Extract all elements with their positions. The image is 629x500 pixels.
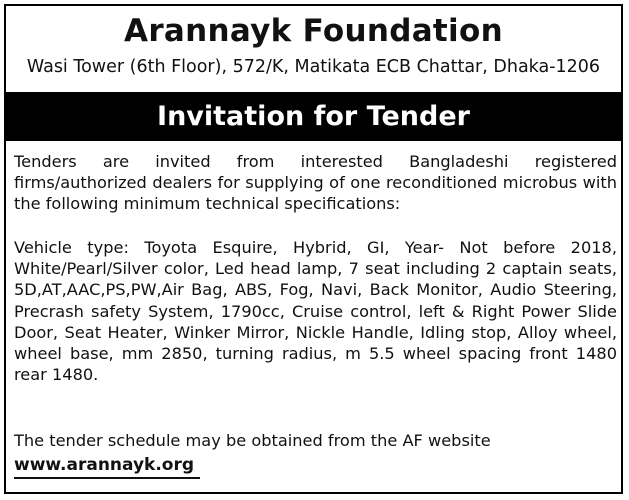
notice-title-banner: Invitation for Tender bbox=[6, 92, 621, 141]
organization-address: Wasi Tower (6th Floor), 572/K, Matikata ECB Chattar, Dhaka-1206 bbox=[26, 57, 601, 77]
tender-schedule-paragraph: The tender schedule may be obtained from the AF website bbox=[14, 431, 491, 450]
organization-name: Arannayk Foundation bbox=[124, 13, 503, 49]
vehicle-specifications-paragraph: Vehicle type: Toyota Esquire, Hybrid, GI, Year- Not before 2018, White/Pearl/Silver color, Led head lamp, 7 seat including 2 captain seats, 5D,AT,AAC,PS,PW,Air Bag, ABS, Fog, Navi, Back Monitor, Audio Steering, Precrash safety System, 1790cc, Cruise control, left & Right Power Slide Door, Seat Heater, Winker Mirror, Nickle Handle, Idling stop, Alloy wheel, wheel base, mm 2850, turning radius, m 5.5 wheel spacing front 1480 rear 1480. bbox=[14, 238, 617, 385]
website-link[interactable]: www.arannayk.org bbox=[14, 454, 200, 479]
tender-notice bbox=[4, 4, 623, 494]
intro-paragraph: Tenders are invited from interested Bangladeshi registered firms/authorized dealers for supplying of one reconditioned microbus with the following minimum technical specifications: bbox=[14, 152, 617, 214]
